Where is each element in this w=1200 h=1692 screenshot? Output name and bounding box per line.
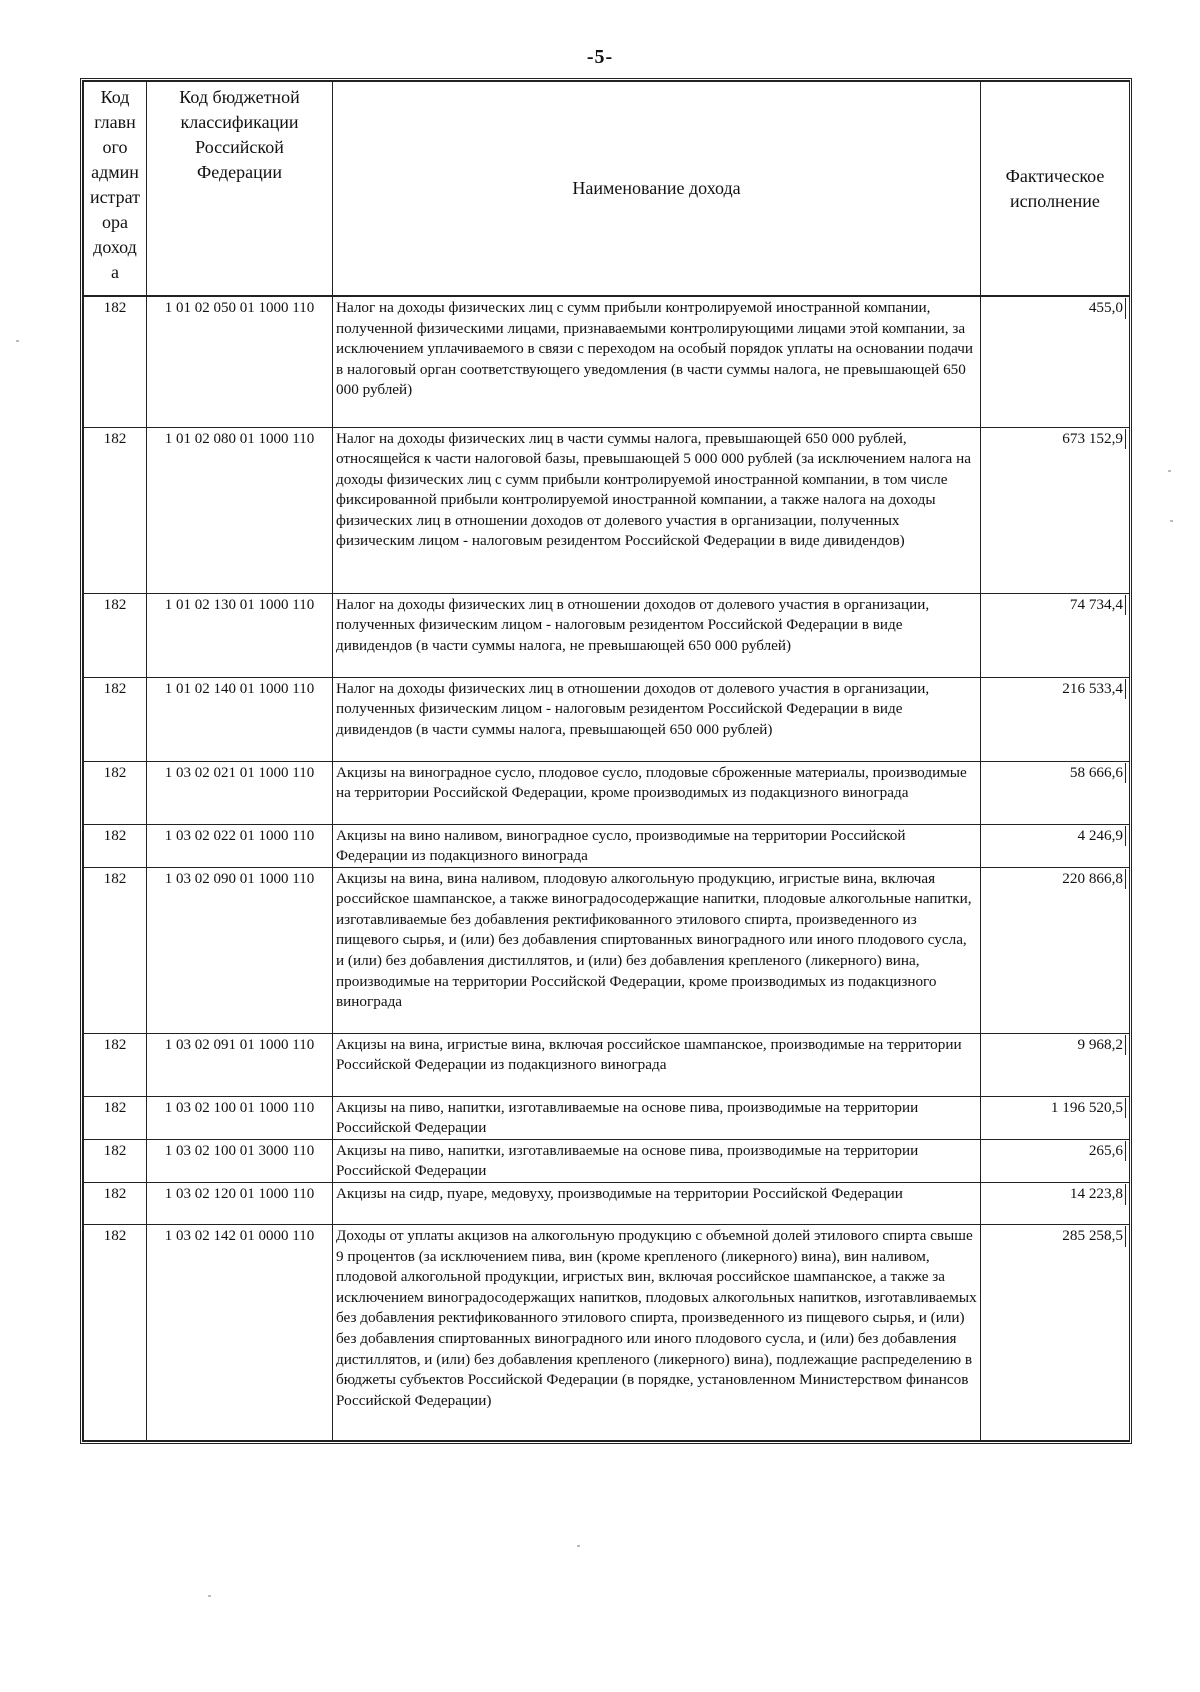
cell-actual [981,824,1130,867]
cell-admin: 182 [84,1033,147,1096]
header-budget-line: Российской [195,137,284,157]
cell-budget-code: 1 01 02 050 01 1000 110 [147,296,333,427]
cell-budget-code: 1 01 02 130 01 1000 110 [147,593,333,677]
cell-admin: 182 [84,427,147,593]
header-admin-code [84,82,147,297]
header-admin-line: истрат [89,187,141,207]
table-row [84,867,1130,1033]
cell-budget-code: 1 03 02 091 01 1000 110 [147,1033,333,1096]
cell-actual-value: 1 196 520,5 [1051,1098,1126,1119]
cell-budget-code: 1 01 02 080 01 1000 110 [147,427,333,593]
scan-speck [577,1545,580,1547]
cell-actual [981,296,1130,427]
cell-income-name: Доходы от уплаты акцизов на алкогольную продукцию с объемной долей этилового спирта свыше 9 процентов (за исключением пива, вин (кроме крепленого (ликерного) вина), вин наливом, плодовой алкогольной продукции, игристых вин, включая российское шампанское, а также за исключением виноградосодержащих напитков, плодовых алкогольных напитков, изготавливаемых без добавления ректификованного этилового спирта, произведенного из пищевого сырья, и (или) без добавления спиртованных виноградного или иного плодового сусла, и (или) без добавления дистиллятов, и (или) без добавления крепленого (ликерного) вина), подлежащие распределению в бюджеты субъектов Российской Федерации (в порядке, установленном Министерством финансов Российской Федерации) [333,1225,981,1441]
cell-actual [981,1183,1130,1225]
cell-actual-value: 74 734,4 [1070,595,1126,616]
table-row [84,1139,1130,1182]
cell-admin: 182 [84,296,147,427]
cell-actual [981,867,1130,1033]
cell-admin: 182 [84,677,147,761]
cell-income-name: Налог на доходы физических лиц с сумм прибыли контролируемой иностранной компании, полученной физическими лицами, признаваемыми контролирующими лицами этой компании, за исключением уплачиваемого в связи с переходом на особый порядок уплаты на основании подачи в налоговый орган соответствующего уведомления (в части суммы налога, не превышающей 650 000 рублей) [333,296,981,427]
cell-actual [981,1033,1130,1096]
cell-actual [981,1139,1130,1182]
cell-admin: 182 [84,1139,147,1182]
cell-budget-code: 1 03 02 021 01 1000 110 [147,761,333,824]
cell-admin: 182 [84,593,147,677]
header-admin-line: ого [102,137,128,157]
cell-actual [981,1096,1130,1139]
cell-actual-value: 265,6 [1089,1141,1126,1162]
table-row [84,427,1130,593]
cell-admin: 182 [84,1096,147,1139]
cell-income-name: Акцизы на виноградное сусло, плодовое сусло, плодовые сброженные материалы, производимые на территории Российской Федерации, кроме производимых из подакцизного винограда [333,761,981,824]
cell-budget-code: 1 03 02 022 01 1000 110 [147,824,333,867]
cell-actual [981,1225,1130,1441]
cell-admin: 182 [84,824,147,867]
cell-income-name: Налог на доходы физических лиц в части суммы налога, превышающей 650 000 рублей, относящейся к части налоговой базы, превышающей 5 000 000 рублей (за исключением налога на доходы физических лиц с сумм прибыли контролируемой иностранной компании, в том числе фиксированной прибыли контролируемой иностранной компании, а также налога на доходы физических лиц в отношении доходов от долевого участия в организации, полученных физическим лицом - налоговым резидентом Российской Федерации в виде дивидендов) [333,427,981,593]
header-budget-line: Федерации [196,162,282,182]
table-row [84,824,1130,867]
cell-income-name: Акцизы на вина, игристые вина, включая российское шампанское, производимые на территории Российской Федерации из подакцизного винограда [333,1033,981,1096]
header-admin-line: доход [93,237,137,257]
cell-admin: 182 [84,1225,147,1441]
page-number: -5- [586,46,614,68]
table-row [84,296,1130,427]
cell-budget-code: 1 03 02 120 01 1000 110 [147,1183,333,1225]
header-admin-line: админ [91,162,139,182]
cell-income-name: Налог на доходы физических лиц в отношении доходов от долевого участия в организации, полученных физическим лицом - налоговым резидентом Российской Федерации в виде дивидендов (в части суммы налога, не превышающей 650 000 рублей) [333,593,981,677]
header-budget-code [147,82,333,297]
cell-budget-code: 1 03 02 090 01 1000 110 [147,867,333,1033]
cell-income-name: Акцизы на вино наливом, виноградное сусло, производимые на территории Российской Федерации из подакцизного винограда [333,824,981,867]
scan-speck [1168,470,1171,472]
cell-income-name: Акцизы на вина, вина наливом, плодовую алкогольную продукцию, игристые вина, включая российское шампанское, а также виноградосодержащие напитки, плодовые алкогольные напитки, изготавливаемые без добавления ректификованного этилового спирта, произведенного из пищевого сырья, и (или) без добавления спиртованных виноградного или иного плодового сусла, и (или) без добавления дистиллятов, и (или) без добавления крепленого (ликерного) вина, производимые на территории Российской Федерации, кроме производимых из подакцизного винограда [333,867,981,1033]
cell-actual-value: 14 223,8 [1070,1184,1126,1205]
header-actual [981,82,1130,297]
cell-admin: 182 [84,1183,147,1225]
cell-actual-value: 216 533,4 [1062,679,1126,700]
header-admin-line: Код [100,87,130,107]
table-row [84,677,1130,761]
cell-budget-code: 1 03 02 142 01 0000 110 [147,1225,333,1441]
table-row [84,1033,1130,1096]
header-admin-line: ора [102,212,128,232]
header-actual-line: Фактическое [1005,165,1105,186]
cell-actual-value: 4 246,9 [1077,826,1126,847]
table-header-row [84,82,1130,297]
header-budget-line: Код бюджетной [179,87,300,107]
cell-actual-value: 673 152,9 [1062,429,1126,450]
cell-income-name: Акцизы на сидр, пуаре, медовуху, производимые на территории Российской Федерации [333,1183,981,1225]
cell-actual [981,677,1130,761]
header-budget-line: классификации [180,112,299,132]
header-income-name: Наименование дохода [333,82,981,297]
table-row [84,1225,1130,1441]
table-row [84,1183,1130,1225]
cell-actual-value: 220 866,8 [1062,869,1126,890]
cell-budget-code: 1 01 02 140 01 1000 110 [147,677,333,761]
cell-actual-value: 58 666,6 [1070,763,1126,784]
cell-budget-code: 1 03 02 100 01 1000 110 [147,1096,333,1139]
table-row [84,1096,1130,1139]
cell-actual [981,761,1130,824]
cell-actual-value: 9 968,2 [1077,1035,1126,1056]
cell-income-name: Акцизы на пиво, напитки, изготавливаемые на основе пива, производимые на территории Российской Федерации [333,1139,981,1182]
cell-admin: 182 [84,867,147,1033]
header-actual-line: исполнение [1010,190,1100,211]
cell-actual-value: 455,0 [1089,298,1126,319]
table-row [84,593,1130,677]
scan-speck [16,340,19,342]
cell-budget-code: 1 03 02 100 01 3000 110 [147,1139,333,1182]
header-admin-line: главн [94,112,136,132]
scan-speck [208,1595,211,1597]
cell-income-name: Налог на доходы физических лиц в отношении доходов от долевого участия в организации, полученных физическим лицом - налоговым резидентом Российской Федерации в виде дивидендов (в части суммы налога, превышающей 650 000 рублей) [333,677,981,761]
cell-actual [981,427,1130,593]
cell-income-name: Акцизы на пиво, напитки, изготавливаемые на основе пива, производимые на территории Российской Федерации [333,1096,981,1139]
revenue-table [80,78,1132,1444]
cell-admin: 182 [84,761,147,824]
table-row [84,761,1130,824]
header-admin-line: а [111,262,119,282]
cell-actual [981,593,1130,677]
scan-speck [1170,520,1173,522]
cell-actual-value: 285 258,5 [1062,1226,1126,1247]
